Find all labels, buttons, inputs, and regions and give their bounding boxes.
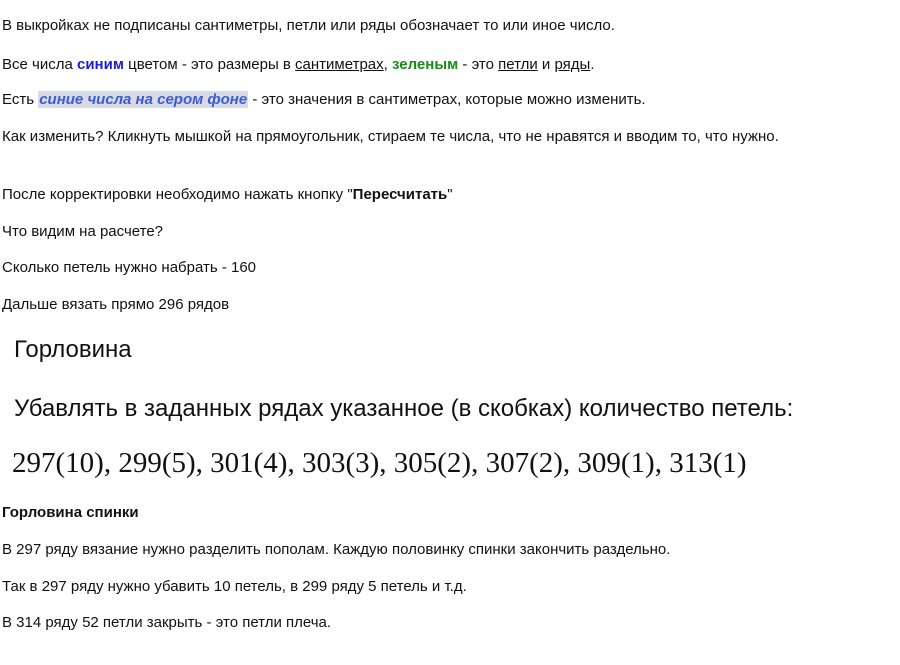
intro-line-3 (2, 91, 646, 109)
intro-line-6: Что видим на расчете? (2, 223, 164, 240)
text-fragment: Есть (2, 91, 39, 108)
highlight-example: синие числа на сером фоне (39, 91, 248, 108)
centimeters-term: сантиметрах (295, 56, 384, 73)
back-neckline-line-1: В 297 ряду вязание нужно разделить пополам. Каждую половинку спинки закончить раздельно. (2, 541, 671, 558)
text-fragment: После корректировки необходимо нажать кнопку " (2, 186, 353, 203)
text-fragment: цветом - это размеры в (123, 56, 296, 73)
text-fragment: Все числа (2, 56, 77, 73)
intro-line-5 (2, 186, 453, 204)
intro-line-8: Дальше вязать прямо 296 рядов (2, 296, 230, 313)
green-word: зеленым (391, 56, 459, 73)
text-fragment: " (447, 186, 453, 203)
neckline-instruction: Убавлять в заданных рядах указанное (в скобках) количество петель: (14, 395, 794, 422)
loops-term: петли (498, 56, 538, 73)
rows-term: ряды (554, 56, 591, 73)
intro-line-2 (2, 56, 594, 74)
back-neckline-heading: Горловина спинки (2, 504, 139, 521)
back-neckline-line-3: В 314 ряду 52 петли закрыть - это петли плеча. (2, 614, 332, 631)
back-neckline-line-2: Так в 297 ряду нужно убавить 10 петель, в 299 ряду 5 петель и т.д. (2, 578, 467, 595)
intro-line-4: Как изменить? Кликнуть мышкой на прямоугольник, стираем те числа, что не нравятся и вводим то, что нужно. (2, 128, 779, 145)
text-fragment: - это (458, 56, 499, 73)
neckline-heading: Горловина (14, 336, 132, 363)
blue-word: синим (76, 56, 124, 73)
intro-line-7: Сколько петель нужно набрать - 160 (2, 259, 257, 276)
recalculate-button-name: Пересчитать (352, 186, 448, 203)
text-fragment: , (383, 56, 392, 73)
text-fragment: и (537, 56, 555, 73)
text-fragment: - это значения в сантиметрах, которые можно изменить. (248, 91, 646, 108)
text-fragment: . (590, 56, 595, 73)
decrease-formula: 297(10), 299(5), 301(4), 303(3), 305(2), 307(2), 309(1), 313(1) (12, 447, 747, 479)
intro-line-1: В выкройках не подписаны сантиметры, петли или ряды обозначает то или иное число. (2, 17, 615, 34)
